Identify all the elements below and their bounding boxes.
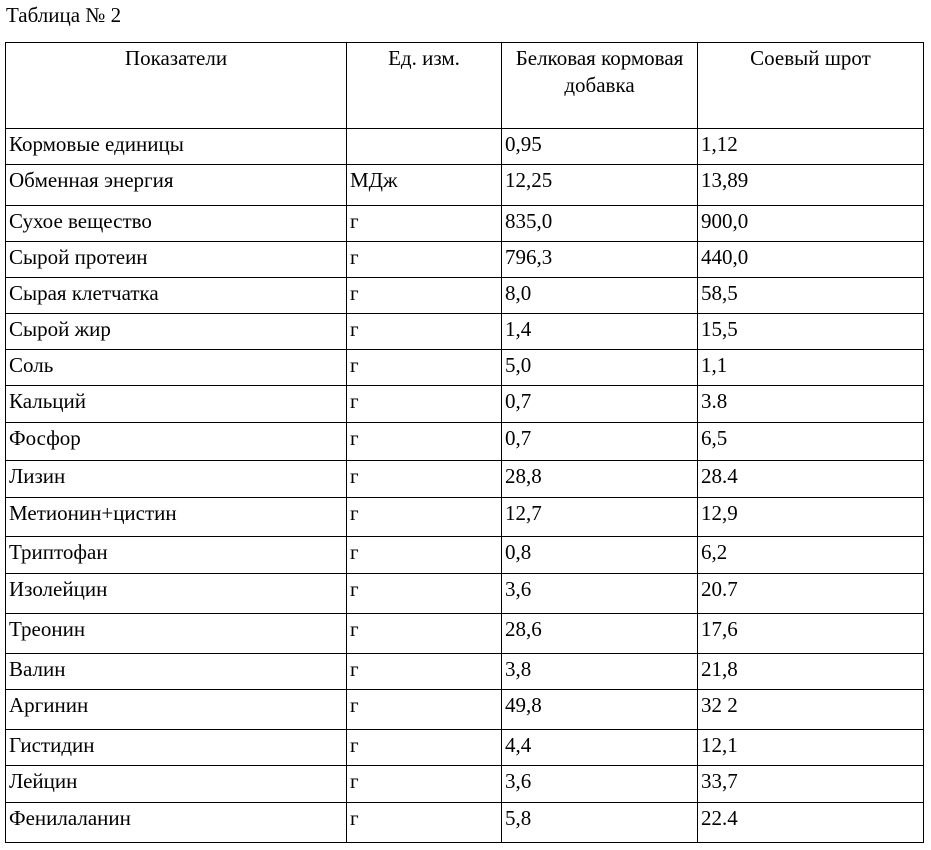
unit-cell: г <box>347 498 502 537</box>
additive-value-cell: 0,7 <box>502 386 698 423</box>
soy-value-cell: 3.8 <box>698 386 924 423</box>
indicator-cell: Кормовые единицы <box>6 129 347 165</box>
indicator-cell: Соль <box>6 350 347 386</box>
table-caption: Таблица № 2 <box>6 3 122 27</box>
table-row <box>6 690 924 730</box>
indicator-cell: Лизин <box>6 461 347 498</box>
indicator-cell: Обменная энергия <box>6 165 347 206</box>
header-indicator: Показатели <box>6 43 347 129</box>
table-row <box>6 386 924 423</box>
table-row <box>6 165 924 206</box>
soy-value-cell: 17,6 <box>698 614 924 654</box>
additive-value-cell: 3,8 <box>502 654 698 690</box>
indicator-cell: Сухое вещество <box>6 206 347 242</box>
indicator-cell: Фенилаланин <box>6 803 347 843</box>
table-row <box>6 537 924 574</box>
table-row <box>6 461 924 498</box>
soy-value-cell: 440,0 <box>698 242 924 278</box>
unit-cell: г <box>347 386 502 423</box>
soy-value-cell: 32 2 <box>698 690 924 730</box>
unit-cell: г <box>347 614 502 654</box>
soy-value-cell: 6,5 <box>698 423 924 461</box>
unit-cell: г <box>347 242 502 278</box>
soy-value-cell: 58,5 <box>698 278 924 314</box>
additive-value-cell: 3,6 <box>502 766 698 803</box>
unit-cell: г <box>347 690 502 730</box>
additive-value-cell: 28,8 <box>502 461 698 498</box>
unit-cell: г <box>347 206 502 242</box>
unit-cell: г <box>347 766 502 803</box>
unit-cell: МДж <box>347 165 502 206</box>
indicator-cell: Метионин+цистин <box>6 498 347 537</box>
table-row <box>6 129 924 165</box>
soy-value-cell: 13,89 <box>698 165 924 206</box>
table-row <box>6 314 924 350</box>
additive-value-cell: 5,8 <box>502 803 698 843</box>
indicator-cell: Валин <box>6 654 347 690</box>
additive-value-cell: 4,4 <box>502 730 698 766</box>
soy-value-cell: 1,12 <box>698 129 924 165</box>
additive-value-cell: 49,8 <box>502 690 698 730</box>
soy-value-cell: 6,2 <box>698 537 924 574</box>
table-row <box>6 350 924 386</box>
indicator-cell: Треонин <box>6 614 347 654</box>
header-soybean-meal: Соевый шрот <box>698 43 924 129</box>
indicator-cell: Изолейцин <box>6 574 347 614</box>
additive-value-cell: 0,8 <box>502 537 698 574</box>
additive-value-cell: 8,0 <box>502 278 698 314</box>
soy-value-cell: 21,8 <box>698 654 924 690</box>
table-row <box>6 278 924 314</box>
table-row <box>6 498 924 537</box>
unit-cell: г <box>347 537 502 574</box>
table-row <box>6 423 924 461</box>
unit-cell: г <box>347 461 502 498</box>
table-row <box>6 242 924 278</box>
table-row <box>6 206 924 242</box>
header-protein-feed-additive: Белковая кормовая добавка <box>502 43 698 129</box>
additive-value-cell: 835,0 <box>502 206 698 242</box>
table-body <box>6 129 924 843</box>
indicator-cell: Сырой протеин <box>6 242 347 278</box>
soy-value-cell: 900,0 <box>698 206 924 242</box>
unit-cell: г <box>347 803 502 843</box>
unit-cell: г <box>347 278 502 314</box>
table-row <box>6 614 924 654</box>
unit-cell: г <box>347 654 502 690</box>
additive-value-cell: 12,7 <box>502 498 698 537</box>
unit-cell: г <box>347 574 502 614</box>
indicator-cell: Сырая клетчатка <box>6 278 347 314</box>
additive-value-cell: 796,3 <box>502 242 698 278</box>
table-header-row <box>6 43 924 129</box>
unit-cell: г <box>347 350 502 386</box>
indicator-cell: Кальций <box>6 386 347 423</box>
additive-value-cell: 28,6 <box>502 614 698 654</box>
nutrient-table <box>5 42 924 843</box>
table-row <box>6 766 924 803</box>
soy-value-cell: 12,1 <box>698 730 924 766</box>
soy-value-cell: 15,5 <box>698 314 924 350</box>
additive-value-cell: 5,0 <box>502 350 698 386</box>
unit-cell: г <box>347 730 502 766</box>
table-row <box>6 654 924 690</box>
soy-value-cell: 12,9 <box>698 498 924 537</box>
soy-value-cell: 20.7 <box>698 574 924 614</box>
indicator-cell: Лейцин <box>6 766 347 803</box>
additive-value-cell: 3,6 <box>502 574 698 614</box>
indicator-cell: Аргинин <box>6 690 347 730</box>
additive-value-cell: 0,95 <box>502 129 698 165</box>
additive-value-cell: 0,7 <box>502 423 698 461</box>
indicator-cell: Сырой жир <box>6 314 347 350</box>
soy-value-cell: 22.4 <box>698 803 924 843</box>
additive-value-cell: 12,25 <box>502 165 698 206</box>
header-unit: Ед. изм. <box>347 43 502 129</box>
table-row <box>6 803 924 843</box>
soy-value-cell: 1,1 <box>698 350 924 386</box>
unit-cell <box>347 129 502 165</box>
soy-value-cell: 28.4 <box>698 461 924 498</box>
indicator-cell: Фосфор <box>6 423 347 461</box>
soy-value-cell: 33,7 <box>698 766 924 803</box>
additive-value-cell: 1,4 <box>502 314 698 350</box>
table-row <box>6 574 924 614</box>
unit-cell: г <box>347 314 502 350</box>
table-row <box>6 730 924 766</box>
indicator-cell: Гистидин <box>6 730 347 766</box>
indicator-cell: Триптофан <box>6 537 347 574</box>
unit-cell: г <box>347 423 502 461</box>
